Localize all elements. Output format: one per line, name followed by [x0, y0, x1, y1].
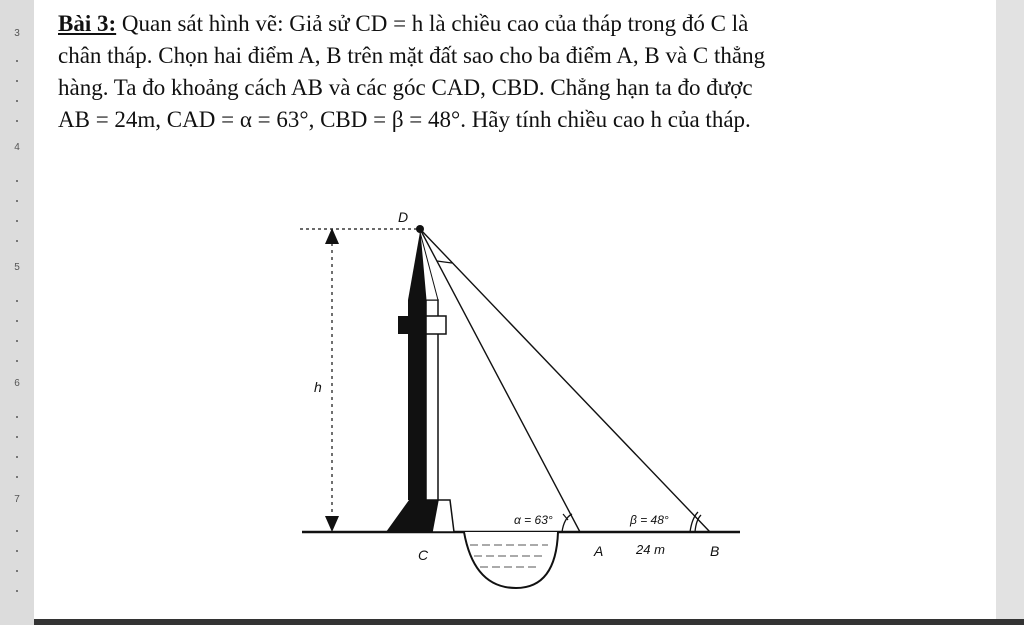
label-D: D [398, 209, 409, 225]
ruler-mark-5: 5 [14, 262, 20, 273]
tower-platform-left [398, 316, 412, 334]
ruler-tick [16, 60, 18, 62]
problem-line-1-text: Quan sát hình vẽ: Giả sử CD = h là chiều cao của tháp trong đó C là [116, 11, 749, 36]
ruler-tick [16, 200, 18, 202]
ruler-tick [16, 220, 18, 222]
tower-platform-right [426, 316, 446, 334]
ruler-tick [16, 436, 18, 438]
ruler-tick [16, 300, 18, 302]
ruler-mark-6: 6 [14, 378, 20, 389]
ruler-mark-3: 3 [14, 28, 20, 39]
ruler-tick [16, 416, 18, 418]
ruler-mark-7: 7 [14, 494, 20, 505]
ruler-tick [16, 590, 18, 592]
ruler-tick [16, 120, 18, 122]
height-arrow-bottom [325, 516, 339, 532]
ruler-tick [16, 530, 18, 532]
label-C: C [418, 547, 429, 563]
problem-line-3: hàng. Ta đo khoảng cách AB và các góc CAD, CBD. Chẳng hạn ta đo được [58, 75, 753, 100]
ruler-tick [16, 340, 18, 342]
angle-mark-alpha [562, 514, 572, 532]
ruler-tick [16, 456, 18, 458]
label-A: A [594, 543, 604, 559]
point-D [416, 225, 424, 233]
pond-shape [464, 532, 558, 588]
document-page[interactable] [34, 0, 996, 625]
ruler-tick [16, 476, 18, 478]
label-h: h [314, 379, 322, 395]
ruler-tick [16, 100, 18, 102]
ruler-tick [16, 180, 18, 182]
label-B: B [710, 543, 720, 559]
ruler-tick [16, 80, 18, 82]
tower-figure [34, 0, 996, 625]
ruler-tick [16, 240, 18, 242]
label-beta: β = 48° [630, 513, 669, 527]
ruler-tick [16, 550, 18, 552]
ruler-tick [16, 570, 18, 572]
sight-line-A [420, 229, 580, 532]
ruler-mark-4: 4 [14, 142, 20, 153]
right-gutter [996, 0, 1024, 625]
vertical-ruler[interactable] [0, 0, 35, 625]
problem-line-4: AB = 24m, CAD = α = 63°, CBD = β = 48°. Hãy tính chiều cao h của tháp. [58, 107, 751, 132]
ruler-tick [16, 360, 18, 362]
bottom-edge-bar [34, 619, 1024, 625]
angle-mark-D [437, 261, 452, 263]
problem-heading: Bài 3: [58, 11, 117, 36]
height-arrow-top [325, 228, 339, 244]
ruler-tick [16, 320, 18, 322]
label-AB: 24 m [636, 542, 665, 557]
sight-line-B [420, 229, 710, 532]
problem-line-2: chân tháp. Chọn hai điểm A, B trên mặt đất sao cho ba điểm A, B và C thẳng [58, 43, 766, 68]
label-alpha: α = 63° [514, 513, 553, 527]
